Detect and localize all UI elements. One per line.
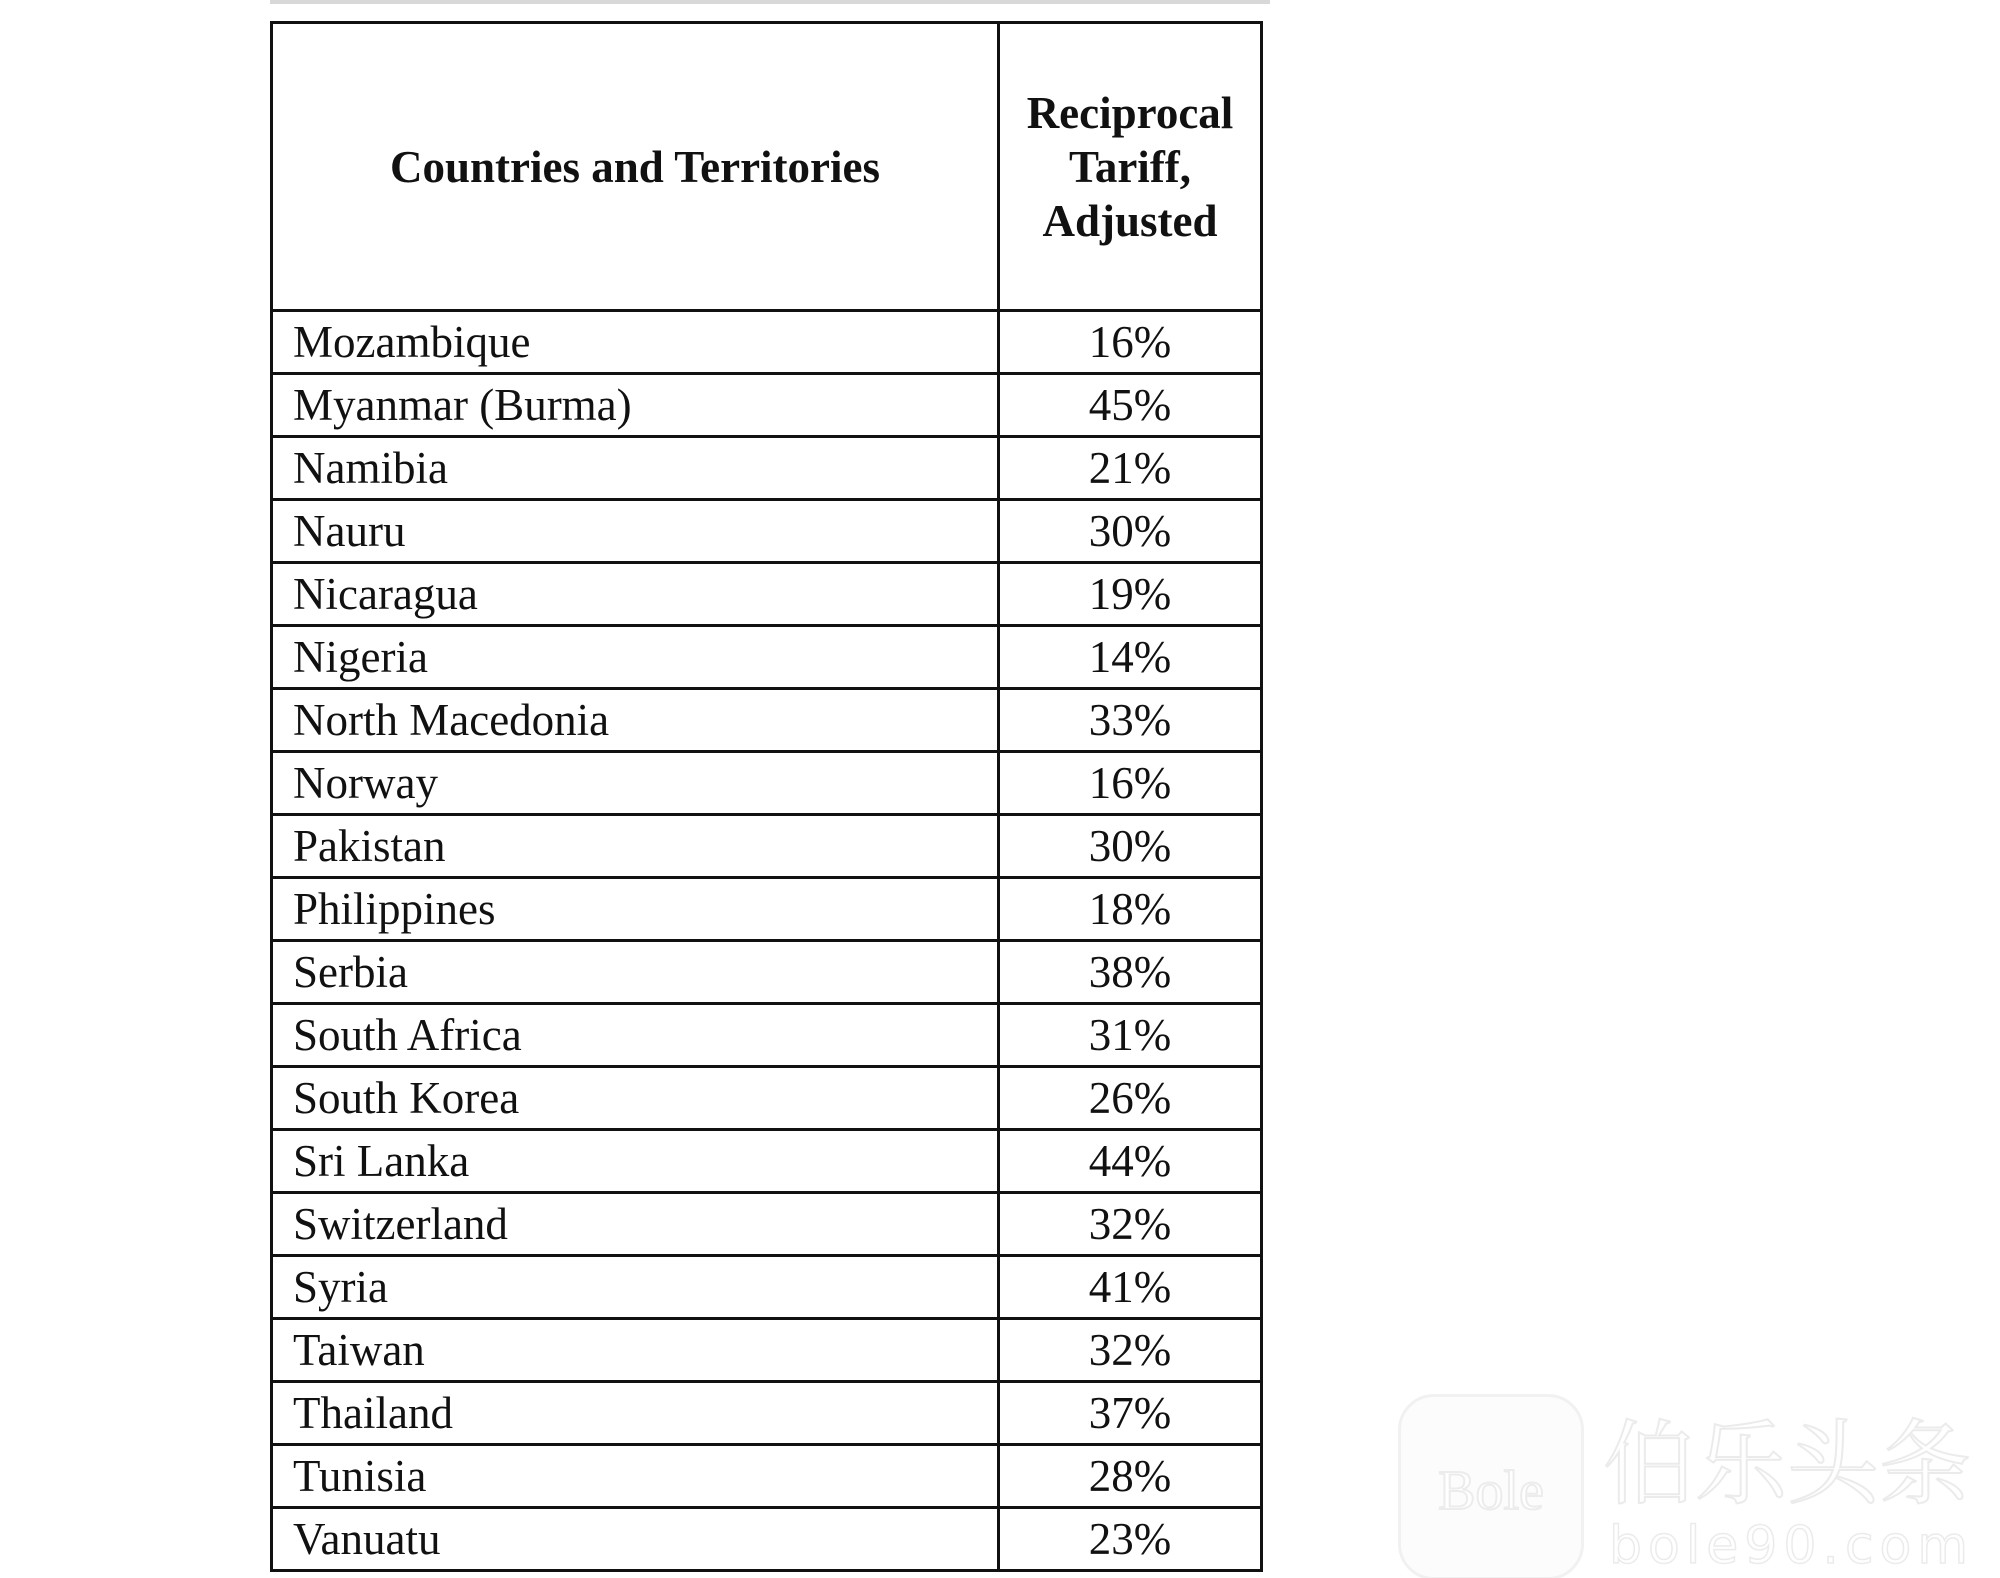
table-row [272, 752, 1262, 815]
country-cell: Nauru [272, 500, 999, 563]
tariff-cell: 30% [999, 500, 1262, 563]
tariff-cell: 16% [999, 311, 1262, 374]
table-row [272, 1193, 1262, 1256]
tariff-cell: 44% [999, 1130, 1262, 1193]
country-cell: Vanuatu [272, 1508, 999, 1571]
tariff-cell: 37% [999, 1382, 1262, 1445]
country-cell: Serbia [272, 941, 999, 1004]
country-cell: Norway [272, 752, 999, 815]
country-cell: Thailand [272, 1382, 999, 1445]
tariff-cell: 45% [999, 374, 1262, 437]
table-row [272, 626, 1262, 689]
country-cell: Mozambique [272, 311, 999, 374]
country-cell: Nicaragua [272, 563, 999, 626]
tariff-cell: 26% [999, 1067, 1262, 1130]
tariff-cell: 41% [999, 1256, 1262, 1319]
tariff-cell: 38% [999, 941, 1262, 1004]
header-reciprocal-tariff [999, 23, 1262, 311]
table-row [272, 1004, 1262, 1067]
country-cell: Tunisia [272, 1445, 999, 1508]
watermark-wordmark [1603, 1388, 2000, 1578]
watermark-logo-text: Bole [1438, 1460, 1544, 1522]
country-cell: Namibia [272, 437, 999, 500]
table-row [272, 1508, 1262, 1571]
tariff-cell: 31% [999, 1004, 1262, 1067]
table-row [272, 1256, 1262, 1319]
watermark-logo-icon [1398, 1394, 1584, 1578]
header-rate-line-3: Adjusted [1042, 195, 1218, 246]
table-row [272, 311, 1262, 374]
country-cell: South Africa [272, 1004, 999, 1067]
header-countries: Countries and Territories [272, 23, 999, 311]
tariff-cell: 28% [999, 1445, 1262, 1508]
tariff-cell: 33% [999, 689, 1262, 752]
country-cell: North Macedonia [272, 689, 999, 752]
tariff-cell: 32% [999, 1319, 1262, 1382]
table-row [272, 1382, 1262, 1445]
table-row [272, 941, 1262, 1004]
table-row [272, 437, 1262, 500]
watermark-wordmark-graphic [1603, 1388, 2000, 1578]
country-cell: Pakistan [272, 815, 999, 878]
tariff-cell: 16% [999, 752, 1262, 815]
country-cell: Sri Lanka [272, 1130, 999, 1193]
header-rate-line-1: Reciprocal [1026, 87, 1234, 138]
watermark-title: 伯乐头条 [1603, 1411, 1972, 1518]
country-cell: Myanmar (Burma) [272, 374, 999, 437]
tariff-cell: 14% [999, 626, 1262, 689]
country-cell: Nigeria [272, 626, 999, 689]
tariff-cell: 32% [999, 1193, 1262, 1256]
tariff-cell: 30% [999, 815, 1262, 878]
tariff-cell: 18% [999, 878, 1262, 941]
watermark-logo-graphic [1401, 1397, 1581, 1577]
table-row [272, 689, 1262, 752]
country-cell: Switzerland [272, 1193, 999, 1256]
tariff-cell: 23% [999, 1508, 1262, 1571]
table-row [272, 1067, 1262, 1130]
table-row [272, 1130, 1262, 1193]
country-cell: Philippines [272, 878, 999, 941]
table-row [272, 815, 1262, 878]
table-row [272, 563, 1262, 626]
tariff-table [270, 21, 1263, 1572]
table-row [272, 374, 1262, 437]
table-row [272, 878, 1262, 941]
header-rate-line-2: Tariff, [1068, 141, 1192, 192]
tariff-cell: 19% [999, 563, 1262, 626]
watermark [1398, 1388, 2000, 1578]
country-cell: Syria [272, 1256, 999, 1319]
tariff-cell: 21% [999, 437, 1262, 500]
table-row [272, 500, 1262, 563]
table-header-row [272, 23, 1262, 311]
table-row [272, 1445, 1262, 1508]
country-cell: South Korea [272, 1067, 999, 1130]
top-divider [270, 0, 1270, 4]
country-cell: Taiwan [272, 1319, 999, 1382]
watermark-url: bole90.com [1609, 1516, 1975, 1576]
table-row [272, 1319, 1262, 1382]
